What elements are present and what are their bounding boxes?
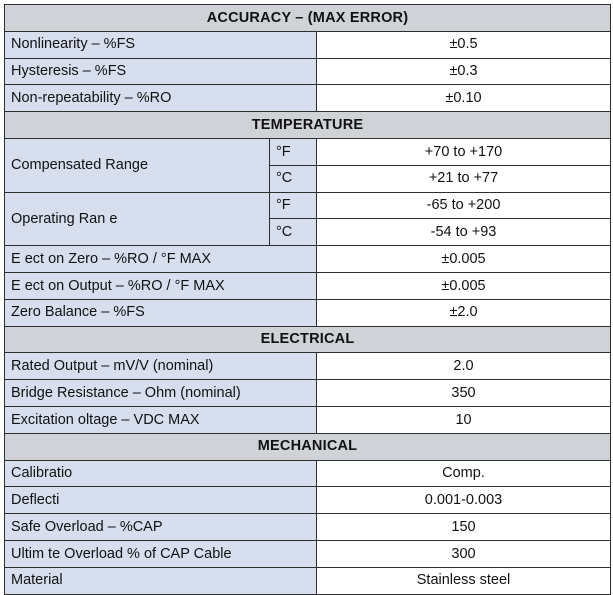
table-row: [5, 353, 611, 380]
unit-label: °C: [270, 219, 317, 246]
spec-value: 150: [317, 514, 611, 541]
spec-label: Ultim te Overload % of CAP Cable: [5, 540, 317, 567]
section-header-row: [5, 5, 611, 32]
section-header-row: [5, 326, 611, 353]
spec-label: Hysteresis – %FS: [5, 58, 317, 85]
spec-value: ±0.5: [317, 31, 611, 58]
table-row: [5, 299, 611, 326]
table-row: [5, 514, 611, 541]
table-row: [5, 567, 611, 594]
section-electrical-title: ELECTRICAL: [5, 326, 611, 353]
spec-value: +21 to +77: [317, 165, 611, 192]
spec-value: -54 to +93: [317, 219, 611, 246]
table-row: [5, 487, 611, 514]
spec-value: 2.0: [317, 353, 611, 380]
table-row: [5, 192, 611, 219]
section-header-row: [5, 112, 611, 139]
table-row: [5, 246, 611, 273]
unit-label: °F: [270, 192, 317, 219]
table-row: [5, 380, 611, 407]
section-accuracy-title: ACCURACY – (MAX ERROR): [5, 5, 611, 32]
spec-value: 300: [317, 540, 611, 567]
spec-label: E ect on Output – %RO / °F MAX: [5, 272, 317, 299]
spec-label: Safe Overload – %CAP: [5, 514, 317, 541]
table-row: [5, 85, 611, 112]
spec-value: ±0.005: [317, 246, 611, 273]
spec-label: Zero Balance – %FS: [5, 299, 317, 326]
spec-label: E ect on Zero – %RO / °F MAX: [5, 246, 317, 273]
unit-label: °F: [270, 138, 317, 165]
unit-label: °C: [270, 165, 317, 192]
spec-label: Rated Output – mV/V (nominal): [5, 353, 317, 380]
spec-value: ±0.3: [317, 58, 611, 85]
spec-label: Bridge Resistance – Ohm (nominal): [5, 380, 317, 407]
spec-value: 10: [317, 406, 611, 433]
spec-value: +70 to +170: [317, 138, 611, 165]
table-row: [5, 406, 611, 433]
spec-value: Stainless steel: [317, 567, 611, 594]
spec-value: Comp.: [317, 460, 611, 487]
section-mechanical-title: MECHANICAL: [5, 433, 611, 460]
table-row: [5, 58, 611, 85]
spec-value: -65 to +200: [317, 192, 611, 219]
spec-value: 0.001-0.003: [317, 487, 611, 514]
spec-label: Deflecti: [5, 487, 317, 514]
section-temperature-title: TEMPERATURE: [5, 112, 611, 139]
spec-label: Excitation oltage – VDC MAX: [5, 406, 317, 433]
spec-value: ±0.005: [317, 272, 611, 299]
spec-value: ±2.0: [317, 299, 611, 326]
spec-value: 350: [317, 380, 611, 407]
spec-label: Calibratio: [5, 460, 317, 487]
spec-label: Compensated Range: [5, 138, 270, 192]
spec-label: Nonlinearity – %FS: [5, 31, 317, 58]
table-row: [5, 540, 611, 567]
section-header-row: [5, 433, 611, 460]
table-row: [5, 138, 611, 165]
table-row: [5, 460, 611, 487]
table-row: [5, 272, 611, 299]
spec-value: ±0.10: [317, 85, 611, 112]
specifications-table: [4, 4, 611, 595]
table-row: [5, 31, 611, 58]
spec-label: Operating Ran e: [5, 192, 270, 246]
spec-label: Non-repeatability – %RO: [5, 85, 317, 112]
spec-label: Material: [5, 567, 317, 594]
